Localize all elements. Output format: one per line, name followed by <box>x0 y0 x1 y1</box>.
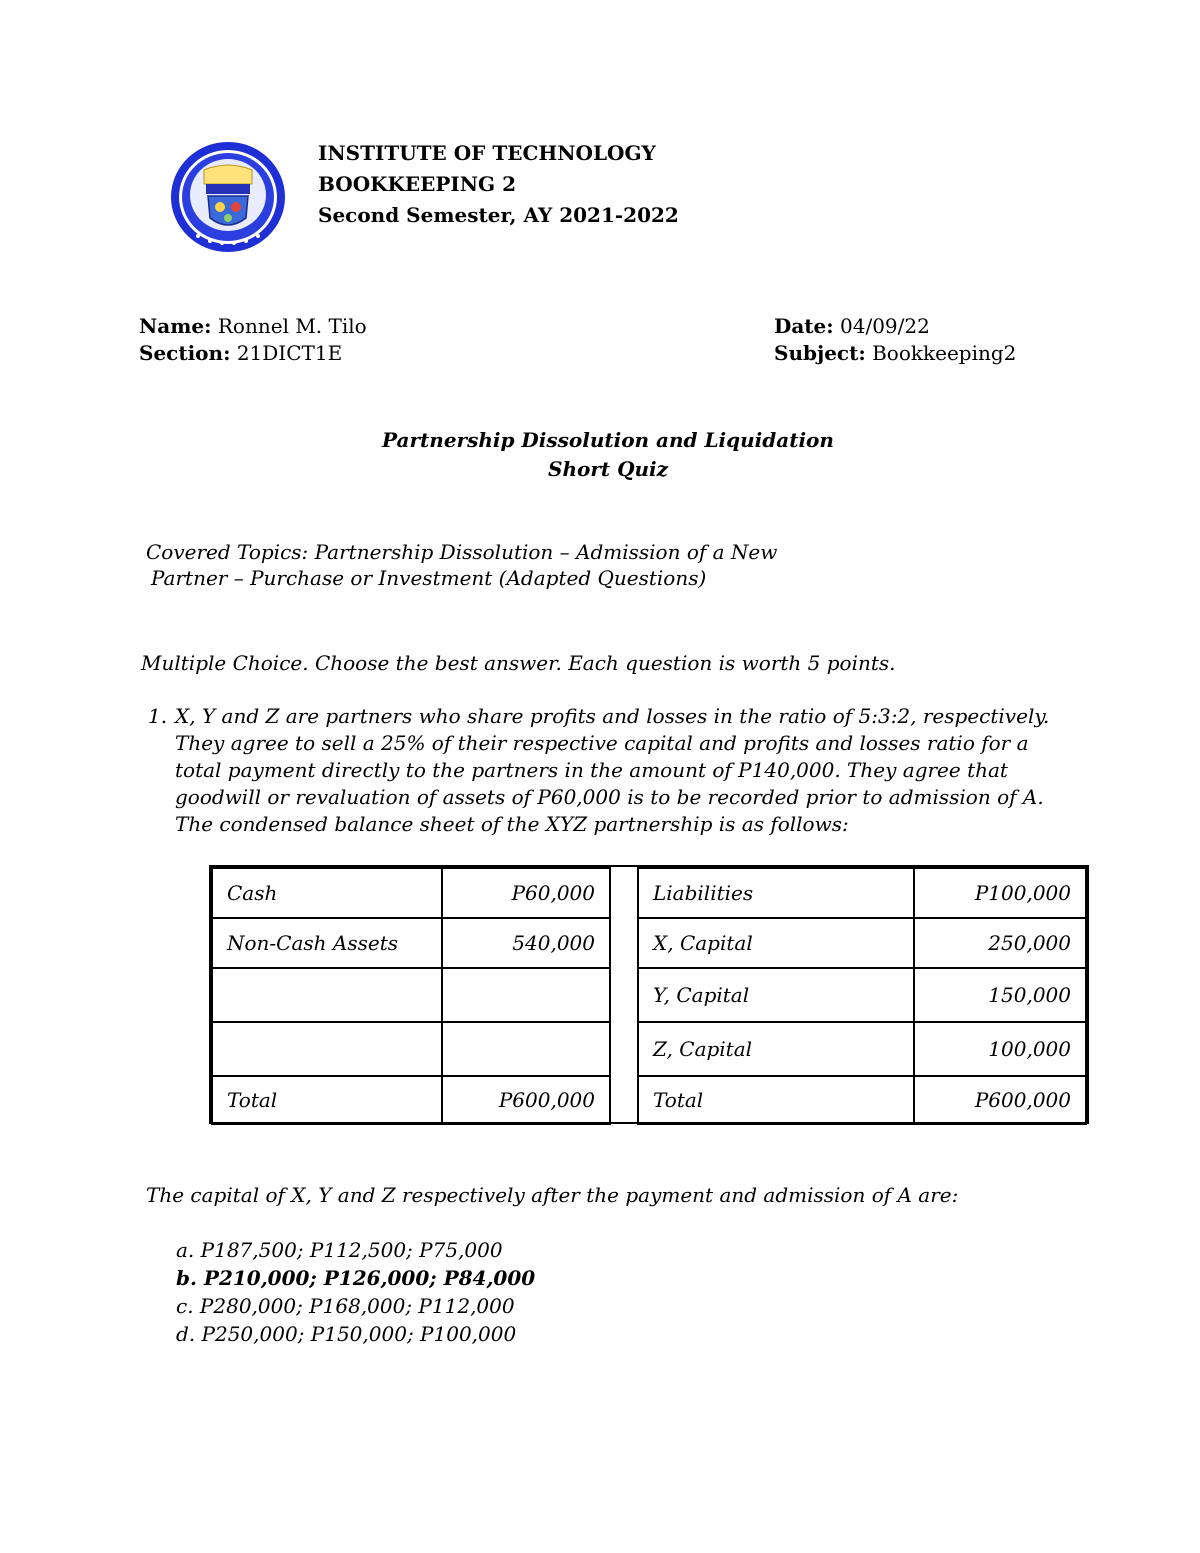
instructions: Multiple Choice. Choose the best answer. Each question is worth 5 points. <box>141 651 896 675</box>
liabilities-equity-table <box>637 867 1087 1125</box>
course-name: BOOKKEEPING 2 <box>318 172 517 196</box>
covered-topics-line2: Partner – Purchase or Investment (Adapted Questions) <box>151 566 707 590</box>
liability-label: Y, Capital <box>638 968 914 1022</box>
liability-label: Z, Capital <box>638 1022 914 1076</box>
liability-label: X, Capital <box>638 918 914 968</box>
student-info-right <box>774 313 1016 367</box>
asset-row <box>212 1022 610 1076</box>
student-info-left <box>139 313 367 367</box>
asset-label: Total <box>212 1076 442 1124</box>
liability-value: 250,000 <box>914 918 1086 968</box>
question-text: X, Y and Z are partners who share profits and losses in the ratio of 5:3:2, respectively. They agree to sell a 25% of their respective capital and profits and losses ratio for a total payment directly to the partners in the amount of P140,000. They agree that goodwill or revaluation of assets of P60,000 is to be recorded prior to admission of A. The condensed balance sheet of the XYZ partnership is as follows: <box>175 704 1050 836</box>
asset-label: Cash <box>212 868 442 918</box>
asset-value <box>442 968 610 1022</box>
asset-value: P60,000 <box>442 868 610 918</box>
quiz-title-block <box>0 426 1200 484</box>
liability-row <box>638 1076 1086 1124</box>
question-1 <box>148 703 1068 838</box>
choice-d: d. P250,000; P150,000; P100,000 <box>176 1322 517 1346</box>
liability-row <box>638 968 1086 1022</box>
asset-label <box>212 1022 442 1076</box>
asset-row <box>212 1076 610 1124</box>
asset-value: 540,000 <box>442 918 610 968</box>
section-label: Section: <box>139 341 231 365</box>
choice-c: c. P280,000; P168,000; P112,000 <box>176 1294 515 1318</box>
liability-value: 100,000 <box>914 1022 1086 1076</box>
quiz-subtitle: Short Quiz <box>548 457 668 481</box>
liability-label: Liabilities <box>638 868 914 918</box>
name-label: Name: <box>139 314 212 338</box>
document-header <box>318 138 679 231</box>
assets-table <box>211 867 611 1125</box>
institution-name: INSTITUTE OF TECHNOLOGY <box>318 141 656 165</box>
liability-value: 150,000 <box>914 968 1086 1022</box>
asset-value <box>442 1022 610 1076</box>
liability-value: P100,000 <box>914 868 1086 918</box>
asset-value: P600,000 <box>442 1076 610 1124</box>
asset-row <box>212 918 610 968</box>
liability-value: P600,000 <box>914 1076 1086 1124</box>
question-prompt: The capital of X, Y and Z respectively after the payment and admission of A are: <box>146 1183 959 1207</box>
asset-label <box>212 968 442 1022</box>
liability-row <box>638 868 1086 918</box>
date-value: 04/09/22 <box>840 314 930 338</box>
term: Second Semester, AY 2021-2022 <box>318 203 679 227</box>
choice-a: a. P187,500; P112,500; P75,000 <box>176 1238 503 1262</box>
covered-topics-line1: Covered Topics: Partnership Dissolution – Admission of a New <box>146 540 778 564</box>
choice-b: b. P210,000; P126,000; P84,000 <box>176 1266 536 1290</box>
college-seal-icon <box>168 140 288 255</box>
asset-row <box>212 868 610 918</box>
answer-choices <box>176 1236 535 1348</box>
subject-label: Subject: <box>774 341 866 365</box>
name-value: Ronnel M. Tilo <box>217 314 367 338</box>
asset-label: Non-Cash Assets <box>212 918 442 968</box>
question-number: 1. <box>148 704 168 728</box>
liability-label: Total <box>638 1076 914 1124</box>
date-label: Date: <box>774 314 834 338</box>
subject-value: Bookkeeping2 <box>872 341 1017 365</box>
liability-row <box>638 1022 1086 1076</box>
quiz-title: Partnership Dissolution and Liquidation <box>382 428 834 452</box>
asset-row <box>212 968 610 1022</box>
section-value: 21DICT1E <box>236 341 343 365</box>
liability-row <box>638 918 1086 968</box>
